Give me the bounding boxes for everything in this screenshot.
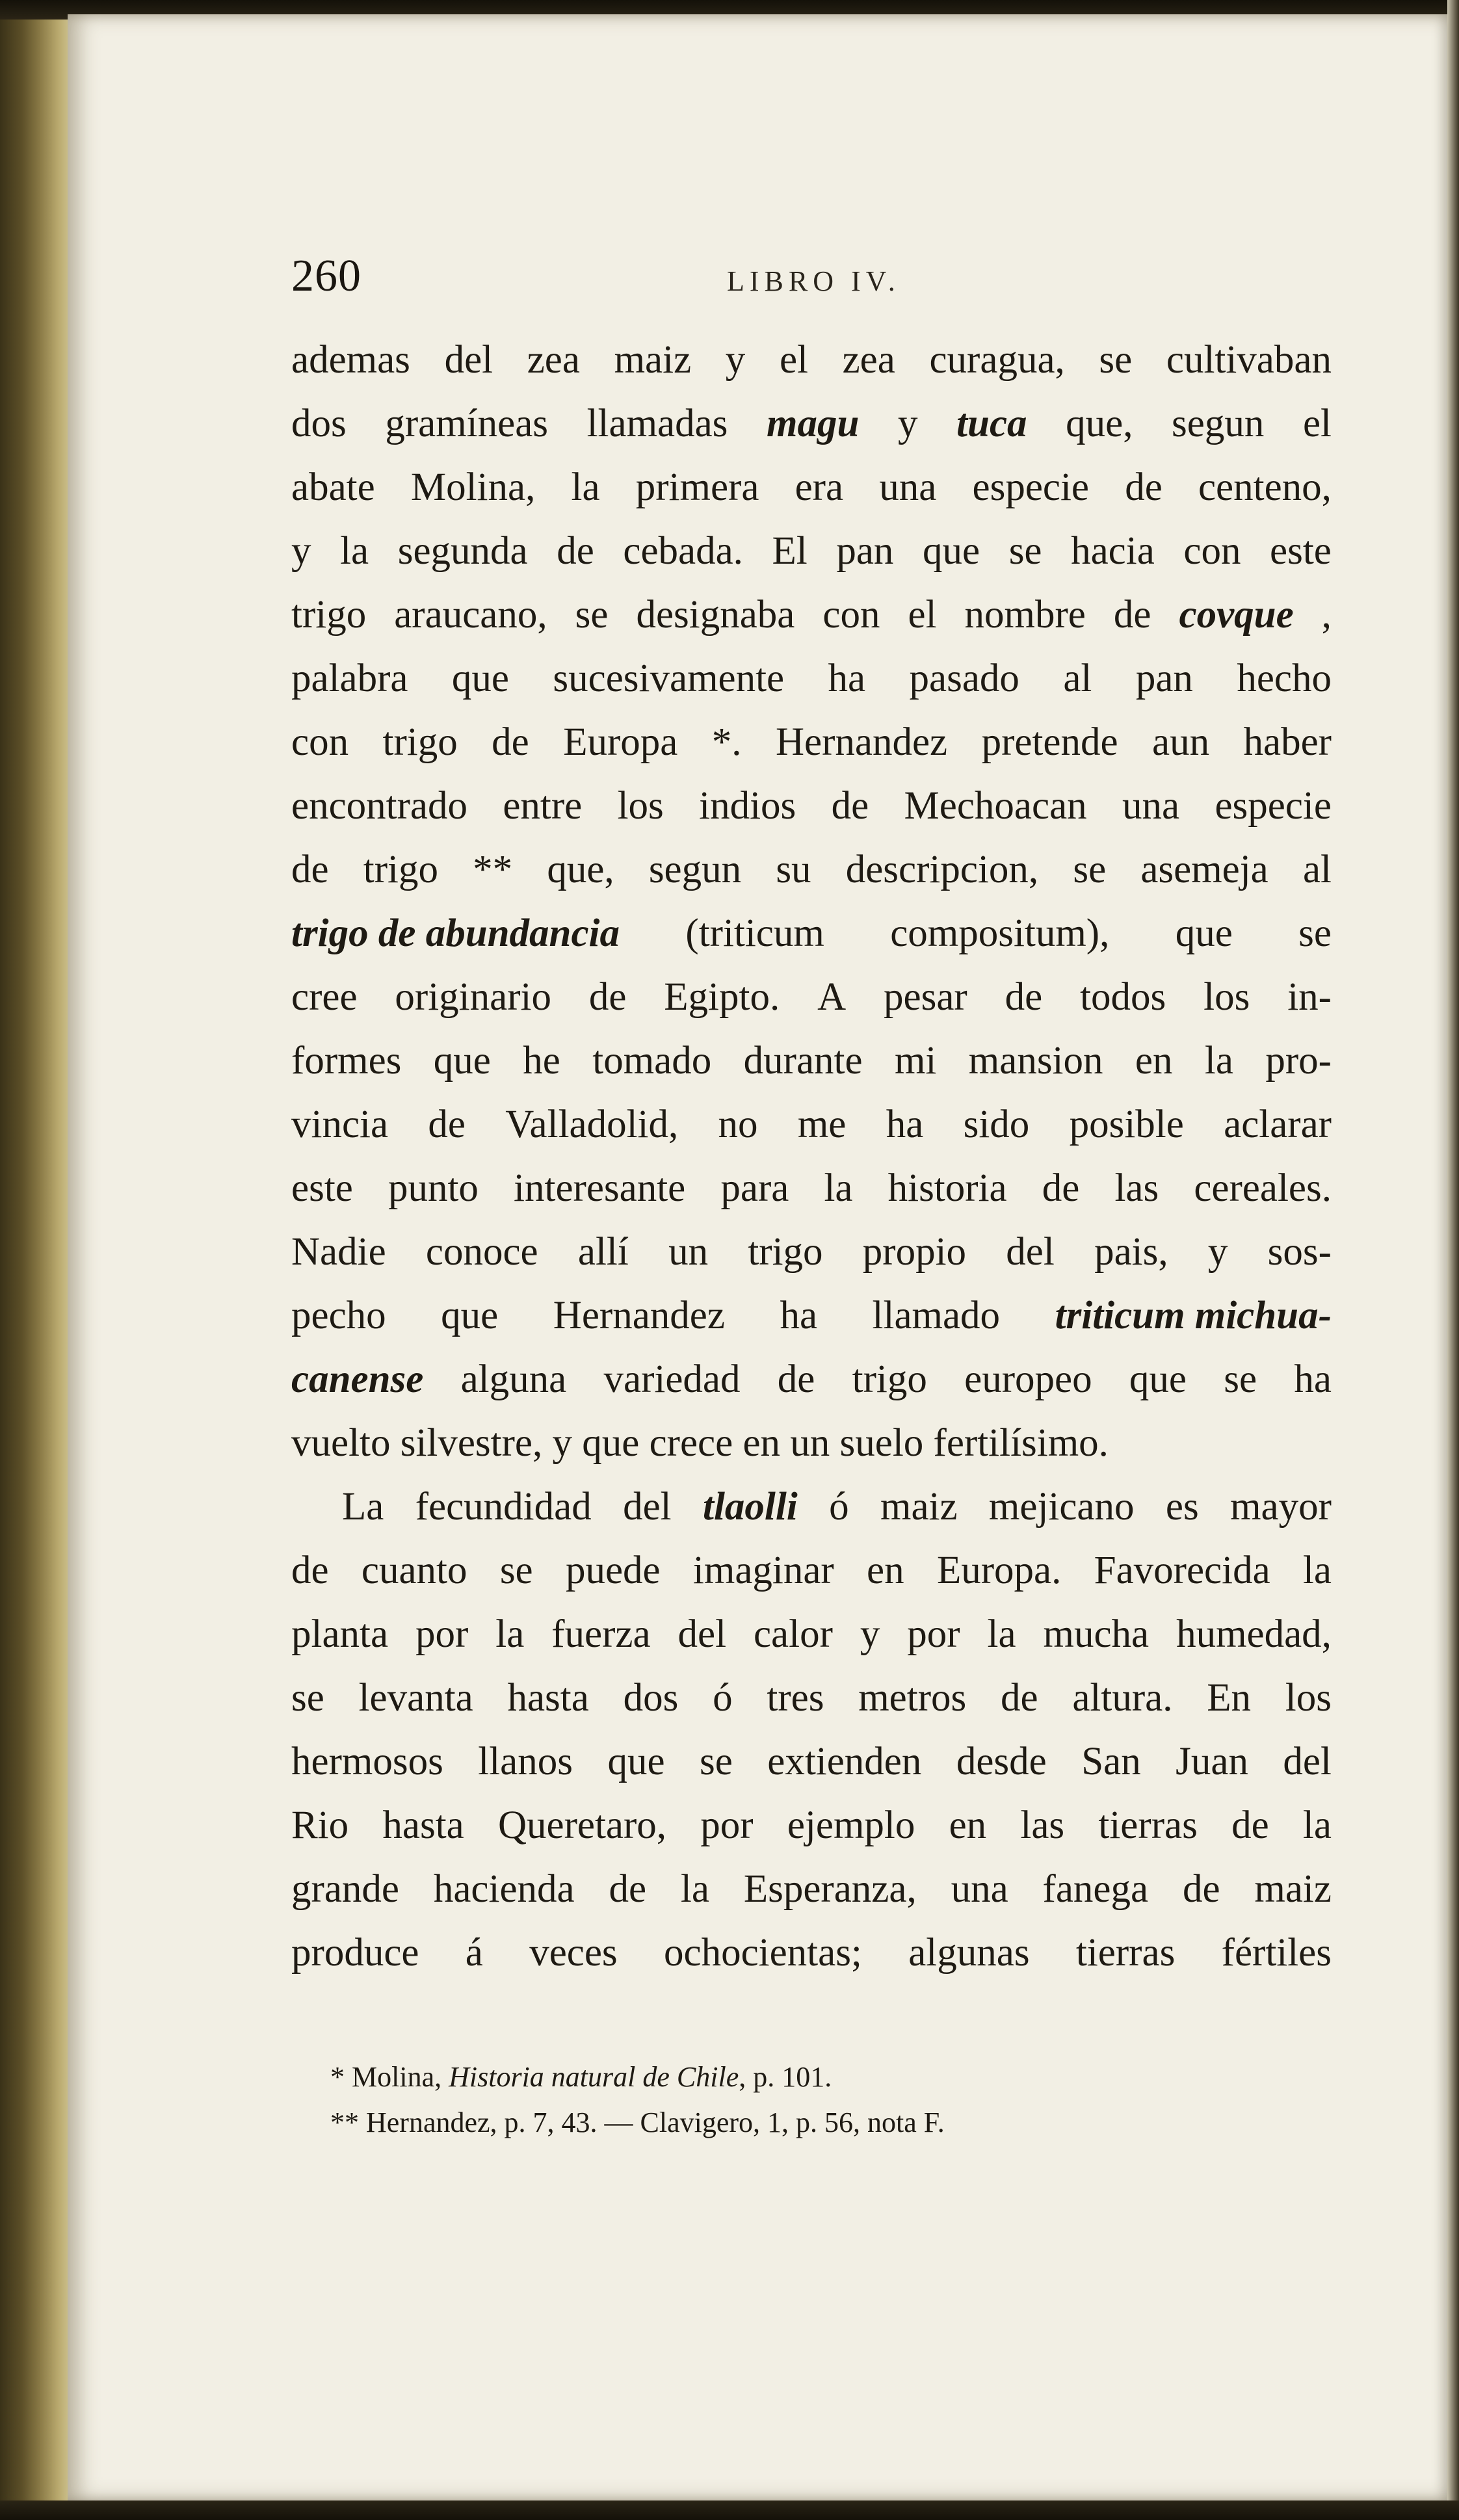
word: posible bbox=[1069, 1103, 1184, 1146]
word: ** bbox=[473, 848, 513, 891]
footnote bbox=[330, 2100, 1306, 2146]
word: de bbox=[492, 720, 529, 764]
word: de bbox=[557, 529, 594, 573]
word: la bbox=[571, 466, 600, 509]
italic-word: triticum michua- bbox=[1055, 1294, 1332, 1337]
footnotes bbox=[330, 2054, 1306, 2146]
word: descripcion, bbox=[845, 848, 1039, 891]
italic-word: canense bbox=[291, 1358, 424, 1401]
word: ha bbox=[828, 657, 866, 700]
word: Rio bbox=[291, 1804, 349, 1847]
word: metros bbox=[858, 1676, 967, 1720]
text-line bbox=[291, 1921, 1332, 1985]
page-number: 260 bbox=[291, 251, 361, 301]
word: Europa. bbox=[936, 1549, 1062, 1592]
word: una bbox=[879, 466, 937, 509]
word: llamadas bbox=[586, 402, 728, 445]
text-line bbox=[291, 1603, 1332, 1666]
word: los bbox=[617, 784, 664, 828]
word: puede bbox=[565, 1549, 661, 1592]
word: de bbox=[1005, 975, 1043, 1019]
word: trigo bbox=[748, 1230, 823, 1274]
word: centeno, bbox=[1198, 466, 1332, 509]
word: las bbox=[1020, 1804, 1065, 1847]
word: grande bbox=[291, 1867, 399, 1911]
word: encontrado bbox=[291, 784, 467, 828]
word: fértiles bbox=[1221, 1931, 1332, 1975]
book-binding-edge bbox=[0, 0, 73, 2520]
word: primera bbox=[635, 466, 759, 509]
word: á bbox=[465, 1931, 483, 1975]
word: La bbox=[342, 1485, 384, 1529]
word: los bbox=[1203, 975, 1250, 1019]
word: mejicano bbox=[988, 1485, 1135, 1529]
word: Nadie bbox=[291, 1230, 386, 1274]
word: hacienda bbox=[433, 1867, 575, 1911]
word: la bbox=[987, 1612, 1016, 1656]
word: , bbox=[1321, 593, 1332, 637]
word: Egipto. bbox=[664, 975, 780, 1019]
text-line bbox=[291, 456, 1332, 519]
italic-word: magu bbox=[767, 402, 860, 445]
word: hermosos bbox=[291, 1740, 443, 1783]
word: ejemplo bbox=[787, 1804, 915, 1847]
word: nombre bbox=[964, 593, 1086, 637]
word: y bbox=[1207, 1230, 1228, 1274]
word: trigo bbox=[382, 720, 458, 764]
word: zea bbox=[842, 338, 895, 382]
word: y bbox=[897, 402, 918, 445]
word: del bbox=[677, 1612, 727, 1656]
text-line bbox=[291, 1666, 1332, 1730]
word: de bbox=[1001, 1676, 1038, 1720]
word: Favorecida bbox=[1094, 1549, 1270, 1592]
text-line bbox=[291, 392, 1332, 456]
word: la bbox=[680, 1867, 709, 1911]
word: formes bbox=[291, 1039, 402, 1083]
word: se bbox=[291, 1676, 324, 1720]
italic-word: covque bbox=[1179, 593, 1294, 637]
bottom-edge bbox=[0, 2500, 1459, 2520]
word: el bbox=[1302, 402, 1332, 445]
word: fecundidad bbox=[415, 1485, 592, 1529]
text-line bbox=[291, 1411, 1332, 1475]
word: gramíneas bbox=[385, 402, 549, 445]
word: Esperanza, bbox=[743, 1867, 917, 1911]
word: del bbox=[623, 1485, 672, 1529]
word: en bbox=[1135, 1039, 1173, 1083]
word: Hernandez bbox=[553, 1294, 725, 1337]
word: tres bbox=[767, 1676, 824, 1720]
word: cree bbox=[291, 975, 358, 1019]
word: Valladolid, bbox=[505, 1103, 679, 1146]
word: zea bbox=[527, 338, 580, 382]
word: al bbox=[1302, 848, 1332, 891]
word: los bbox=[1285, 1676, 1332, 1720]
word: humedad, bbox=[1176, 1612, 1332, 1656]
word: entre bbox=[503, 784, 583, 828]
word: cuanto bbox=[361, 1549, 467, 1592]
word: que bbox=[1175, 912, 1233, 955]
word: del bbox=[1283, 1740, 1332, 1783]
word: altura. bbox=[1072, 1676, 1173, 1720]
text-line bbox=[291, 1539, 1332, 1603]
text-line bbox=[291, 1220, 1332, 1284]
word: la bbox=[340, 529, 369, 573]
word: algunas bbox=[908, 1931, 1030, 1975]
word: es bbox=[1165, 1485, 1199, 1529]
word: pesar bbox=[884, 975, 967, 1019]
word: historia bbox=[887, 1166, 1007, 1210]
word: cultivaban bbox=[1166, 338, 1332, 382]
word: la bbox=[1302, 1549, 1332, 1592]
word: mansion bbox=[968, 1039, 1103, 1083]
word: con bbox=[291, 720, 349, 764]
text-line bbox=[291, 1029, 1332, 1093]
italic-word: Historia natural de Chile bbox=[449, 2061, 739, 2093]
word: Mechoacan bbox=[904, 784, 1087, 828]
italic-word: tuca bbox=[956, 402, 1027, 445]
word: de bbox=[831, 784, 869, 828]
word: segun bbox=[1172, 402, 1265, 445]
word: haber bbox=[1243, 720, 1332, 764]
word: europeo bbox=[964, 1358, 1092, 1401]
word: que, bbox=[1066, 402, 1133, 445]
word: se bbox=[699, 1740, 733, 1783]
word: produce bbox=[291, 1931, 419, 1975]
word: pais, bbox=[1094, 1230, 1168, 1274]
word: vincia bbox=[291, 1103, 389, 1146]
word: (triticum bbox=[685, 912, 824, 955]
text-line bbox=[291, 1730, 1332, 1794]
word: Juan bbox=[1176, 1740, 1248, 1783]
word: una bbox=[951, 1867, 1008, 1911]
word: y bbox=[291, 529, 311, 573]
word: En bbox=[1207, 1676, 1251, 1720]
word: punto bbox=[388, 1166, 479, 1210]
word: hacia bbox=[1071, 529, 1155, 573]
word: araucano, bbox=[394, 593, 547, 637]
word: ochocientas; bbox=[664, 1931, 862, 1975]
word: imaginar bbox=[692, 1549, 834, 1592]
word: Molina, bbox=[410, 466, 536, 509]
word: el bbox=[908, 593, 937, 637]
word: ha bbox=[1294, 1358, 1332, 1401]
word: su bbox=[776, 848, 811, 891]
text-segment: vuelto silvestre, y que crece en un suelo fertilísimo. bbox=[291, 1421, 1109, 1465]
italic-word: trigo de abundancia bbox=[291, 912, 620, 955]
word: de bbox=[428, 1103, 466, 1146]
word: hasta bbox=[382, 1804, 464, 1847]
word: las bbox=[1114, 1166, 1159, 1210]
word: pan bbox=[1135, 657, 1193, 700]
word: un bbox=[668, 1230, 709, 1274]
word: de bbox=[1231, 1804, 1269, 1847]
word: que bbox=[607, 1740, 665, 1783]
word: he bbox=[523, 1039, 560, 1083]
word: especie bbox=[972, 466, 1090, 509]
word: se bbox=[499, 1549, 533, 1592]
word: aun bbox=[1152, 720, 1210, 764]
word: por bbox=[907, 1612, 960, 1656]
word: todos bbox=[1080, 975, 1166, 1019]
word: maiz bbox=[614, 338, 692, 382]
word: se bbox=[1008, 529, 1042, 573]
word: indios bbox=[699, 784, 796, 828]
text-line bbox=[291, 583, 1332, 647]
footnote bbox=[330, 2054, 1306, 2100]
word: interesante bbox=[514, 1166, 686, 1210]
word: trigo bbox=[291, 593, 367, 637]
word: de bbox=[291, 848, 329, 891]
word: con bbox=[822, 593, 880, 637]
word: fanega bbox=[1042, 1867, 1149, 1911]
word: pan bbox=[836, 529, 894, 573]
word: calor bbox=[753, 1612, 833, 1656]
word: Queretaro, bbox=[497, 1804, 667, 1847]
word: con bbox=[1183, 529, 1241, 573]
word: originario bbox=[395, 975, 551, 1019]
word: segunda bbox=[397, 529, 528, 573]
word: curagua, bbox=[929, 338, 1065, 382]
word: ó bbox=[829, 1485, 849, 1529]
text-line bbox=[291, 1157, 1332, 1220]
word: palabra bbox=[291, 657, 408, 700]
italic-word: tlaolli bbox=[703, 1485, 798, 1529]
word: extienden bbox=[767, 1740, 922, 1783]
word: que bbox=[1129, 1358, 1187, 1401]
text-segment: , p. 101. bbox=[739, 2061, 832, 2093]
word: fuerza bbox=[551, 1612, 651, 1656]
word: in- bbox=[1287, 975, 1332, 1019]
word: este bbox=[1270, 529, 1332, 573]
word: A bbox=[817, 975, 847, 1019]
word: mayor bbox=[1230, 1485, 1332, 1529]
word: dos bbox=[291, 402, 347, 445]
text-line bbox=[291, 1475, 1332, 1539]
page-header bbox=[291, 250, 1332, 309]
text-line bbox=[291, 1794, 1332, 1857]
word: se bbox=[1099, 338, 1133, 382]
word: compositum), bbox=[890, 912, 1110, 955]
word: Europa bbox=[563, 720, 678, 764]
word: no bbox=[718, 1103, 758, 1146]
word: maiz bbox=[1254, 1867, 1332, 1911]
word: tierras bbox=[1075, 1931, 1176, 1975]
text-line bbox=[291, 328, 1332, 392]
word: ó bbox=[713, 1676, 733, 1720]
word: pasado bbox=[909, 657, 1019, 700]
word: que bbox=[923, 529, 980, 573]
word: pro- bbox=[1265, 1039, 1332, 1083]
word: que bbox=[433, 1039, 491, 1083]
word: mucha bbox=[1043, 1612, 1150, 1656]
text-line bbox=[291, 519, 1332, 583]
word: de bbox=[1113, 593, 1151, 637]
word: aclarar bbox=[1224, 1103, 1332, 1146]
word: sucesivamente bbox=[553, 657, 785, 700]
word: el bbox=[779, 338, 808, 382]
word: que bbox=[441, 1294, 499, 1337]
word: llanos bbox=[478, 1740, 573, 1783]
word: pretende bbox=[981, 720, 1118, 764]
word: se bbox=[1298, 912, 1332, 955]
word: por bbox=[415, 1612, 469, 1656]
word: una bbox=[1122, 784, 1180, 828]
word: en bbox=[867, 1549, 904, 1592]
word: de bbox=[1042, 1166, 1080, 1210]
word: ha bbox=[780, 1294, 818, 1337]
text-line bbox=[291, 711, 1332, 774]
word: del bbox=[1006, 1230, 1055, 1274]
word: en bbox=[949, 1804, 987, 1847]
word: de bbox=[291, 1549, 329, 1592]
word: alguna bbox=[460, 1358, 567, 1401]
text-line bbox=[291, 1093, 1332, 1157]
word: se bbox=[575, 593, 609, 637]
text-line bbox=[291, 647, 1332, 711]
body-text bbox=[291, 328, 1332, 1985]
word: especie bbox=[1215, 784, 1332, 828]
word: tierras bbox=[1098, 1804, 1198, 1847]
word: conoce bbox=[425, 1230, 538, 1274]
word: la bbox=[1204, 1039, 1233, 1083]
word: variedad bbox=[603, 1358, 741, 1401]
word: llamado bbox=[872, 1294, 1001, 1337]
word: tomado bbox=[592, 1039, 712, 1083]
word: del bbox=[444, 338, 493, 382]
text-segment: ** Hernandez, p. 7, 43. — Clavigero, 1, p. 56, nota F. bbox=[330, 2107, 945, 2138]
word: asemeja bbox=[1140, 848, 1268, 891]
word: hasta bbox=[507, 1676, 589, 1720]
word: Hernandez bbox=[775, 720, 948, 764]
word: y bbox=[860, 1612, 880, 1656]
word: de bbox=[609, 1867, 647, 1911]
text-line bbox=[291, 902, 1332, 965]
word: pecho bbox=[291, 1294, 386, 1337]
word: ademas bbox=[291, 338, 410, 382]
word: levanta bbox=[358, 1676, 473, 1720]
word: desde bbox=[956, 1740, 1047, 1783]
word: me bbox=[797, 1103, 847, 1146]
word: mi bbox=[894, 1039, 937, 1083]
running-head: LIBRO IV. bbox=[727, 265, 900, 297]
word: se bbox=[1073, 848, 1107, 891]
text-segment: * Molina, bbox=[330, 2061, 449, 2093]
word: maiz bbox=[880, 1485, 958, 1529]
word: dos bbox=[623, 1676, 679, 1720]
word: trigo bbox=[852, 1358, 927, 1401]
page-right-edge bbox=[1447, 0, 1459, 2520]
word: de bbox=[588, 975, 627, 1019]
word: propio bbox=[862, 1230, 967, 1274]
word: era bbox=[795, 466, 844, 509]
word: al bbox=[1063, 657, 1092, 700]
text-line bbox=[291, 1284, 1332, 1348]
word: la bbox=[824, 1166, 853, 1210]
word: designaba bbox=[636, 593, 795, 637]
word: San bbox=[1081, 1740, 1141, 1783]
word: cebada. bbox=[623, 529, 743, 573]
word: y bbox=[725, 338, 746, 382]
text-line bbox=[291, 1348, 1332, 1411]
word: El bbox=[772, 529, 808, 573]
word: ha bbox=[886, 1103, 924, 1146]
word: de bbox=[1182, 1867, 1220, 1911]
word: trigo bbox=[363, 848, 438, 891]
word: que, bbox=[547, 848, 614, 891]
word: hecho bbox=[1237, 657, 1332, 700]
word: *. bbox=[711, 720, 742, 764]
word: segun bbox=[648, 848, 742, 891]
word: este bbox=[291, 1166, 353, 1210]
word: abate bbox=[291, 466, 375, 509]
text-line bbox=[291, 774, 1332, 838]
word: durante bbox=[743, 1039, 863, 1083]
text-line bbox=[291, 965, 1332, 1029]
word: la bbox=[495, 1612, 525, 1656]
text-line bbox=[291, 1857, 1332, 1921]
word: se bbox=[1224, 1358, 1257, 1401]
word: planta bbox=[291, 1612, 389, 1656]
text-line bbox=[291, 838, 1332, 902]
word: que bbox=[451, 657, 509, 700]
word: de bbox=[1125, 466, 1163, 509]
word: de bbox=[777, 1358, 815, 1401]
word: allí bbox=[577, 1230, 629, 1274]
word: cereales. bbox=[1194, 1166, 1332, 1210]
word: la bbox=[1302, 1804, 1332, 1847]
word: por bbox=[700, 1804, 754, 1847]
word: para bbox=[720, 1166, 789, 1210]
word: veces bbox=[529, 1931, 618, 1975]
word: sido bbox=[963, 1103, 1030, 1146]
word: sos- bbox=[1267, 1230, 1332, 1274]
